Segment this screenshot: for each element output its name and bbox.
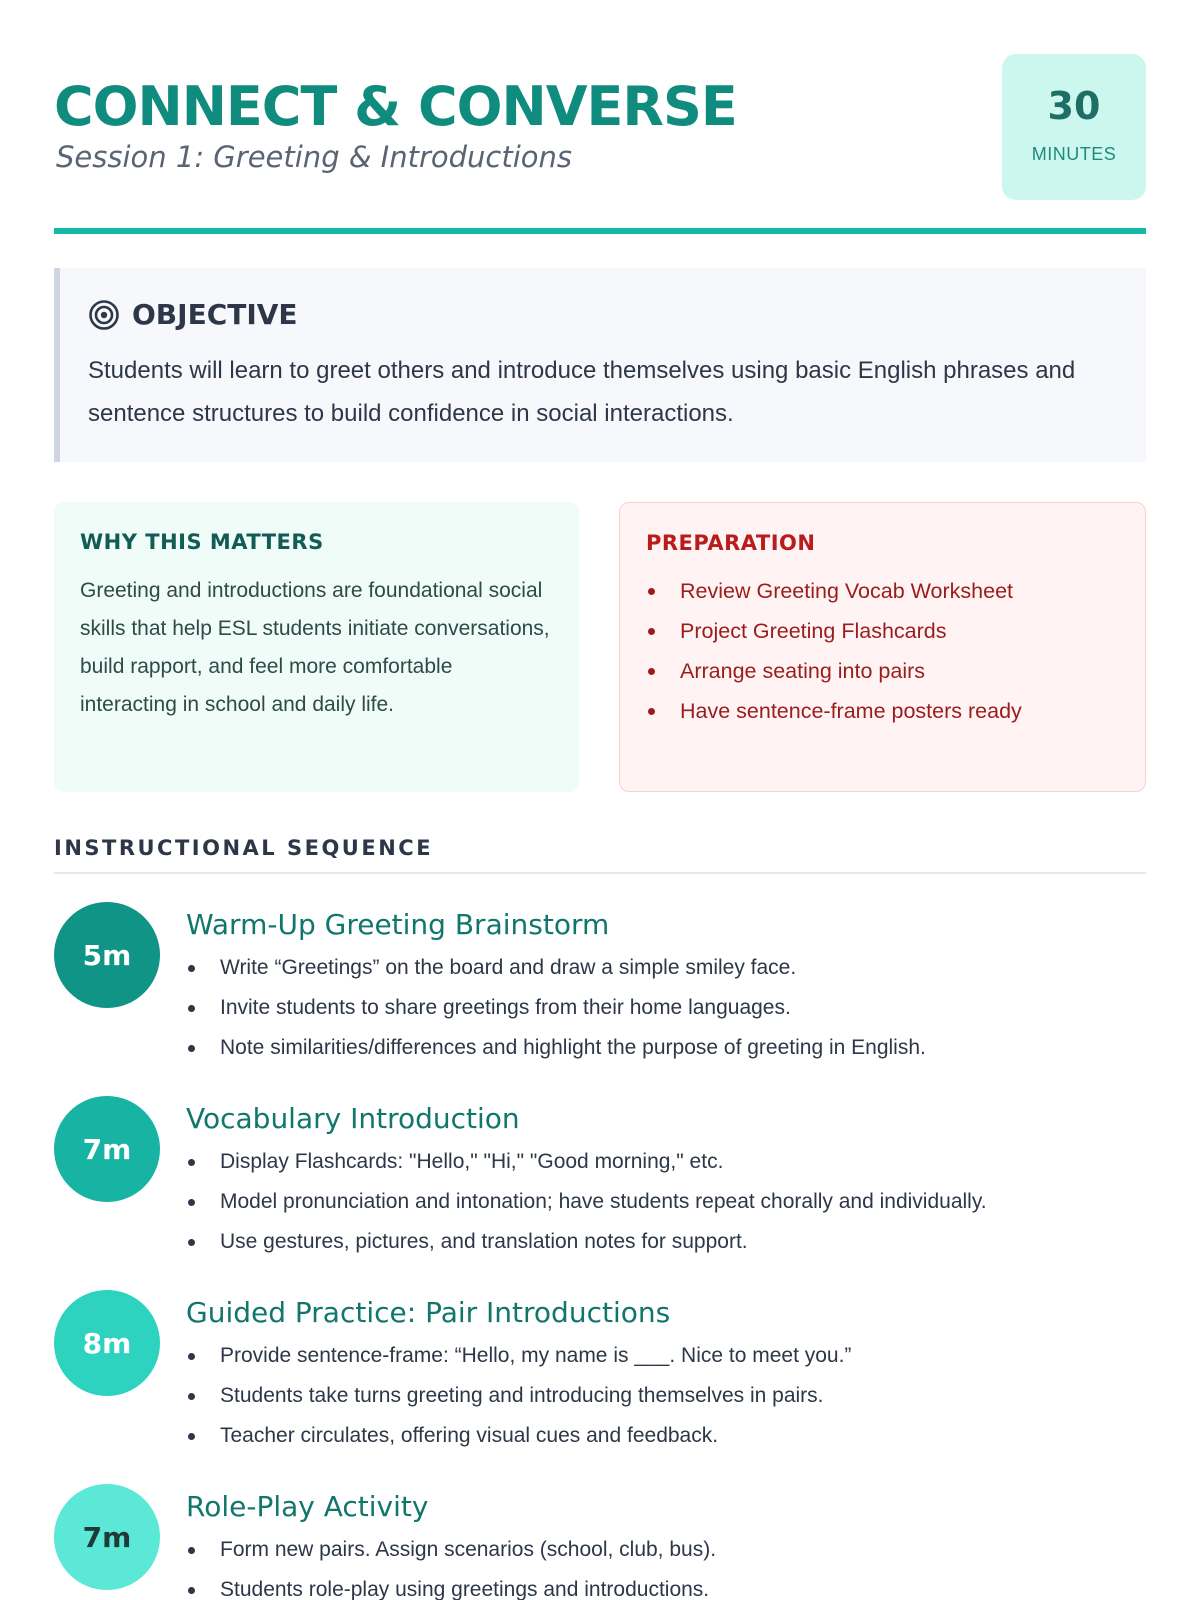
why-card xyxy=(54,502,579,792)
objective-text: Students will learn to greet others and introduce themselves using basic English phrases and sentence structures to build confidence in social interactions. xyxy=(88,357,1076,427)
step-list xyxy=(186,948,926,1068)
step-list xyxy=(186,1530,716,1600)
info-cards xyxy=(54,502,1146,792)
step-title: Role-Play Activity xyxy=(186,1490,429,1523)
sequence-step xyxy=(54,902,1146,1096)
preparation-list xyxy=(646,571,1119,731)
duration-unit: MINUTES xyxy=(1031,144,1117,164)
why-title: WHY THIS MATTERS xyxy=(80,530,324,554)
step-item: Teacher circulates, offering visual cues and feedback. xyxy=(186,1416,851,1456)
preparation-item: Have sentence-frame posters ready xyxy=(646,691,1119,731)
step-item: Students take turns greeting and introducing themselves in pairs. xyxy=(186,1376,851,1416)
step-item: Provide sentence-frame: “Hello, my name is ___. Nice to meet you.” xyxy=(186,1336,851,1376)
step-item: Write “Greetings” on the board and draw a simple smiley face. xyxy=(186,948,926,988)
objective-section xyxy=(54,268,1146,462)
preparation-title: PREPARATION xyxy=(646,531,816,555)
step-list xyxy=(186,1336,851,1456)
sequence-step xyxy=(54,1096,1146,1290)
step-item: Invite students to share greetings from their home languages. xyxy=(186,988,926,1028)
step-item: Use gestures, pictures, and translation notes for support. xyxy=(186,1222,987,1262)
page-title: CONNECT & CONVERSE xyxy=(54,75,737,138)
step-item: Model pronunciation and intonation; have students repeat chorally and individually. xyxy=(186,1182,987,1222)
objective-title: OBJECTIVE xyxy=(132,298,298,331)
header-divider xyxy=(54,228,1146,234)
step-title: Warm-Up Greeting Brainstorm xyxy=(186,908,610,941)
sequence-steps xyxy=(54,902,1146,1600)
duration-badge xyxy=(1002,54,1146,200)
sequence-step xyxy=(54,1290,1146,1484)
preparation-item: Arrange seating into pairs xyxy=(646,651,1119,691)
step-item: Students role-play using greetings and introductions. xyxy=(186,1570,716,1600)
sequence-step xyxy=(54,1484,1146,1600)
preparation-card xyxy=(619,502,1146,792)
objective-header xyxy=(88,298,1116,331)
duration-value: 30 xyxy=(1047,84,1101,128)
step-time-badge: 7m xyxy=(54,1096,160,1202)
header xyxy=(54,54,1146,228)
why-text: Greeting and introductions are foundational social skills that help ESL students initiate conversations, build rapport, and feel more comfortable interacting in school and daily life. xyxy=(80,579,550,716)
preparation-item: Project Greeting Flashcards xyxy=(646,611,1119,651)
step-time-badge: 5m xyxy=(54,902,160,1008)
step-body xyxy=(186,1096,987,1290)
step-body xyxy=(186,902,926,1096)
step-body xyxy=(186,1484,716,1600)
step-item: Display Flashcards: "Hello," "Hi," "Good morning," etc. xyxy=(186,1142,987,1182)
step-title: Vocabulary Introduction xyxy=(186,1102,520,1135)
step-time-badge: 7m xyxy=(54,1484,160,1590)
preparation-item: Review Greeting Vocab Worksheet xyxy=(646,571,1119,611)
step-list xyxy=(186,1142,987,1262)
sequence-divider xyxy=(54,872,1146,874)
session-subtitle: Session 1: Greeting & Introductions xyxy=(56,140,573,174)
step-item: Note similarities/differences and highlight the purpose of greeting in English. xyxy=(186,1028,926,1068)
step-body xyxy=(186,1290,851,1484)
target-icon xyxy=(88,299,120,331)
sequence-heading: INSTRUCTIONAL SEQUENCE xyxy=(54,836,434,860)
step-item: Form new pairs. Assign scenarios (school, club, bus). xyxy=(186,1530,716,1570)
step-title: Guided Practice: Pair Introductions xyxy=(186,1296,671,1329)
step-time-badge: 8m xyxy=(54,1290,160,1396)
